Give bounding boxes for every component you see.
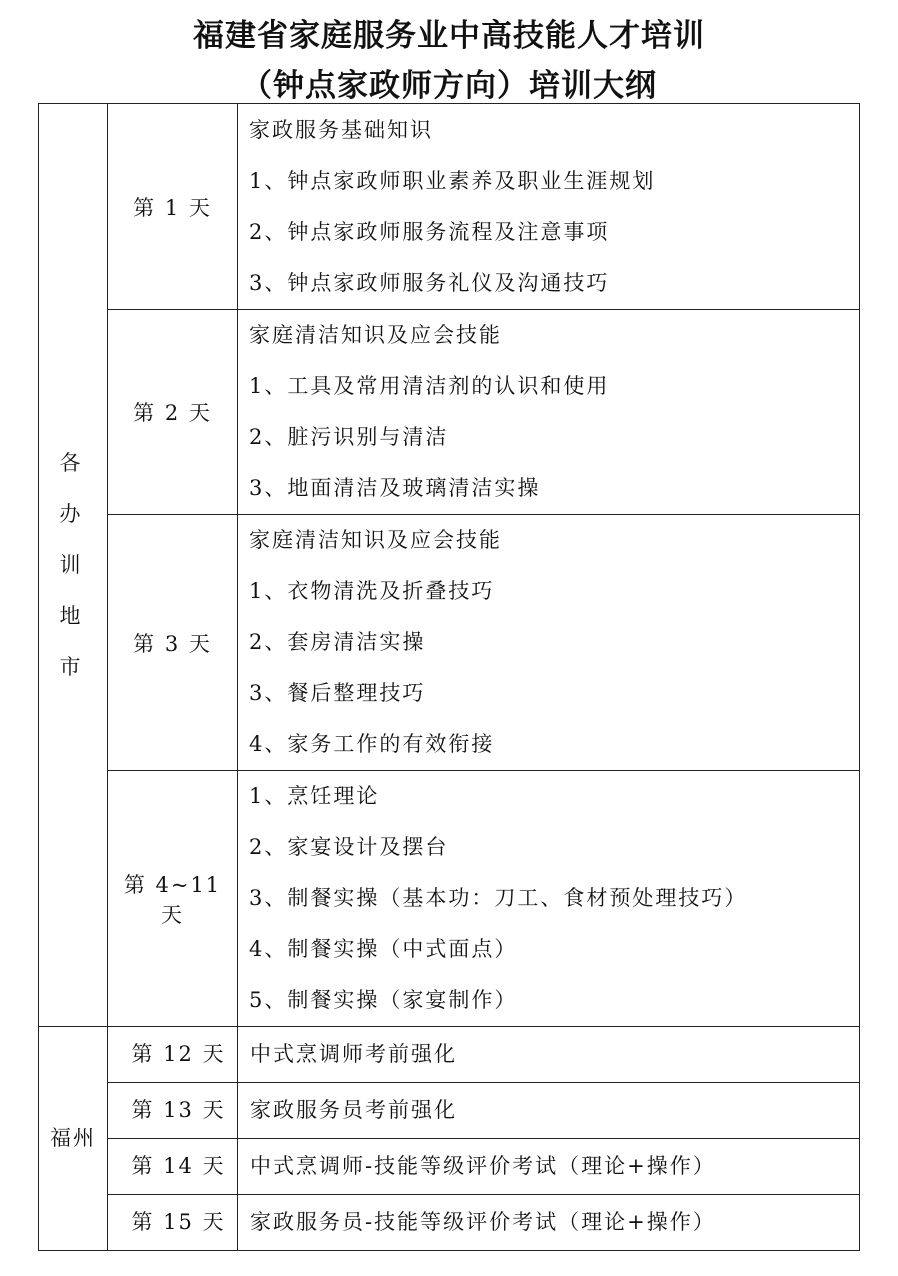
day-label: 第 13 天 bbox=[108, 1083, 238, 1139]
content-item: 1、工具及常用清洁剂的认识和使用 bbox=[249, 374, 610, 398]
content-item: 5、制餐实操（家宴制作） bbox=[249, 988, 518, 1012]
day-label: 第 15 天 bbox=[108, 1195, 238, 1251]
table-row bbox=[39, 1195, 860, 1251]
day-label: 第 3 天 bbox=[108, 515, 238, 771]
content-item: 4、制餐实操（中式面点） bbox=[249, 937, 518, 961]
day-label: 第 14 天 bbox=[108, 1139, 238, 1195]
content-item: 2、脏污识别与清洁 bbox=[249, 425, 449, 449]
day-content bbox=[238, 515, 860, 771]
region-label: 各办训地市 bbox=[59, 450, 87, 679]
table-row bbox=[39, 1139, 860, 1195]
day-label: 第 12 天 bbox=[108, 1027, 238, 1083]
table-row bbox=[39, 1083, 860, 1139]
document-subtitle: （钟点家政师方向）培训大纲 bbox=[241, 68, 657, 104]
day-content: 家政服务员-技能等级评价考试（理论+操作） bbox=[238, 1195, 860, 1251]
content-heading: 家政服务基础知识 bbox=[249, 117, 433, 142]
region-cell-fuzhou bbox=[39, 1027, 108, 1251]
document-title: 福建省家庭服务业中高技能人才培训 bbox=[193, 18, 705, 54]
content-item: 3、餐后整理技巧 bbox=[249, 681, 426, 705]
region-label: 福州 bbox=[50, 1126, 96, 1150]
day-label: 第 4~11 天 bbox=[108, 771, 238, 1027]
table-row bbox=[39, 771, 860, 1027]
day-content bbox=[238, 310, 860, 515]
day-content bbox=[238, 104, 860, 310]
content-heading: 家庭清洁知识及应会技能 bbox=[249, 323, 502, 347]
content-item: 2、套房清洁实操 bbox=[249, 630, 426, 654]
day-label: 第 1 天 bbox=[108, 104, 238, 310]
content-item: 1、烹饪理论 bbox=[249, 784, 380, 808]
day-content: 中式烹调师-技能等级评价考试（理论+操作） bbox=[238, 1139, 860, 1195]
table-row bbox=[39, 1027, 860, 1083]
content-item: 1、衣物清洗及折叠技巧 bbox=[249, 579, 495, 603]
content-item: 3、钟点家政师服务礼仪及沟通技巧 bbox=[249, 270, 610, 295]
content-item: 4、家务工作的有效衔接 bbox=[249, 732, 495, 756]
content-heading: 家庭清洁知识及应会技能 bbox=[249, 528, 502, 552]
region-cell-all-cities bbox=[39, 104, 108, 1027]
table-row bbox=[39, 104, 860, 310]
content-item: 3、制餐实操（基本功：刀工、食材预处理技巧） bbox=[249, 886, 748, 910]
content-item: 1、钟点家政师职业素养及职业生涯规划 bbox=[249, 168, 656, 193]
table-row bbox=[39, 310, 860, 515]
day-content: 中式烹调师考前强化 bbox=[238, 1027, 860, 1083]
training-outline-table bbox=[38, 103, 860, 1251]
day-label: 第 2 天 bbox=[108, 310, 238, 515]
table-row bbox=[39, 515, 860, 771]
content-item: 2、家宴设计及摆台 bbox=[249, 835, 449, 859]
content-item: 2、钟点家政师服务流程及注意事项 bbox=[249, 219, 610, 244]
day-content: 家政服务员考前强化 bbox=[238, 1083, 860, 1139]
day-content bbox=[238, 771, 860, 1027]
content-item: 3、地面清洁及玻璃清洁实操 bbox=[249, 476, 541, 500]
